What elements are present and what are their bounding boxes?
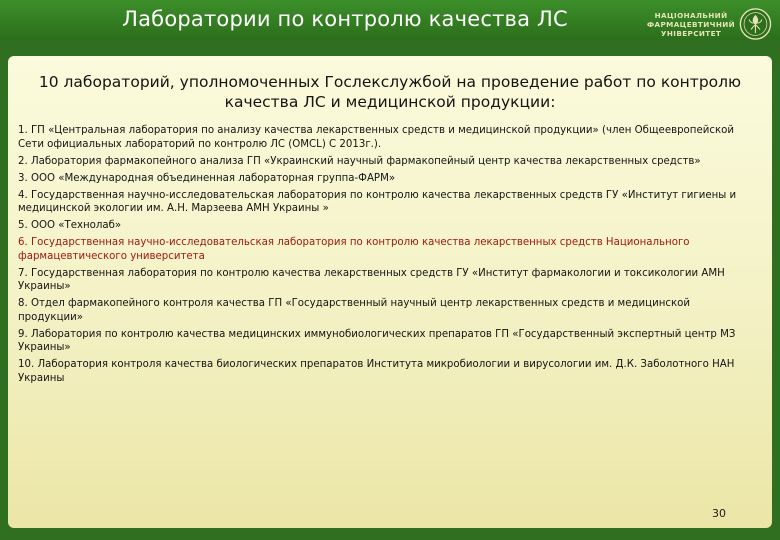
list-item: 7. Государственная лаборатория по контролю качества лекарственных средств ГУ «Институт фармакологии и токсикологии АМН Украины»: [18, 267, 725, 292]
slide-header: [0, 0, 780, 40]
slide-subtitle: 10 лабораторий, уполномоченных Гослекслужбой на проведение работ по контролю качества ЛС и медицинской продукции:: [38, 73, 742, 111]
page-number: 30: [712, 507, 726, 520]
university-logo: [647, 4, 772, 44]
list-item: 5. ООО «Технолаб»: [18, 220, 122, 231]
logo-text: [647, 11, 735, 38]
list-item: 10. Лаборатория контроля качества биологических препаратов Института микробиологии и вирусологии им. Д.К. Заболотного НАН Украины: [18, 359, 735, 384]
logo-line: ФАРМАЦЕВТИЧНИЙ: [647, 19, 736, 29]
list-item-highlighted: 6. Государственная научно-исследовательская лаборатория по контролю качества лекарственных средств Национального фармацевтического университета: [18, 237, 690, 262]
list-item: 3. ООО «Международная объединенная лабораторная группа-ФАРМ»: [18, 172, 396, 184]
list-item: 8. Отдел фармакопейного контроля качества ГП «Государственный научный центр лекарственных средств и медицинской продукции»: [18, 298, 690, 323]
content-panel: [8, 56, 772, 528]
laboratory-list: [18, 124, 753, 389]
logo-line: НАЦІОНАЛЬНИЙ: [654, 10, 728, 20]
university-emblem-icon: [739, 6, 772, 42]
logo-line: УНІВЕРСИТЕТ: [660, 28, 722, 38]
list-item: 4. Государственная научно-исследовательская лаборатория по контролю качества лекарственных средств ГУ «Институт гигиены и медицинской экологии им. А.Н. Марзеева АМН Украины »: [18, 189, 737, 214]
list-item: 1. ГП «Центральная лаборатория по анализу качества лекарственных средств и медицинской продукции» (член Общеевропейской Сети официальных лабораторий по контролю ЛС (OMCL) С 2013г.).: [18, 125, 734, 150]
list-item: 9. Лаборатория по контролю качества медицинских иммунобиологических препаратов ГП «Государственный экспертный центр МЗ Украины»: [18, 328, 736, 353]
list-item: 2. Лаборатория фармакопейного анализа ГП «Украинский научный фармакопейный центр качества лекарственных средств»: [18, 155, 701, 167]
slide-title: Лаборатории по контролю качества ЛС: [122, 7, 568, 31]
